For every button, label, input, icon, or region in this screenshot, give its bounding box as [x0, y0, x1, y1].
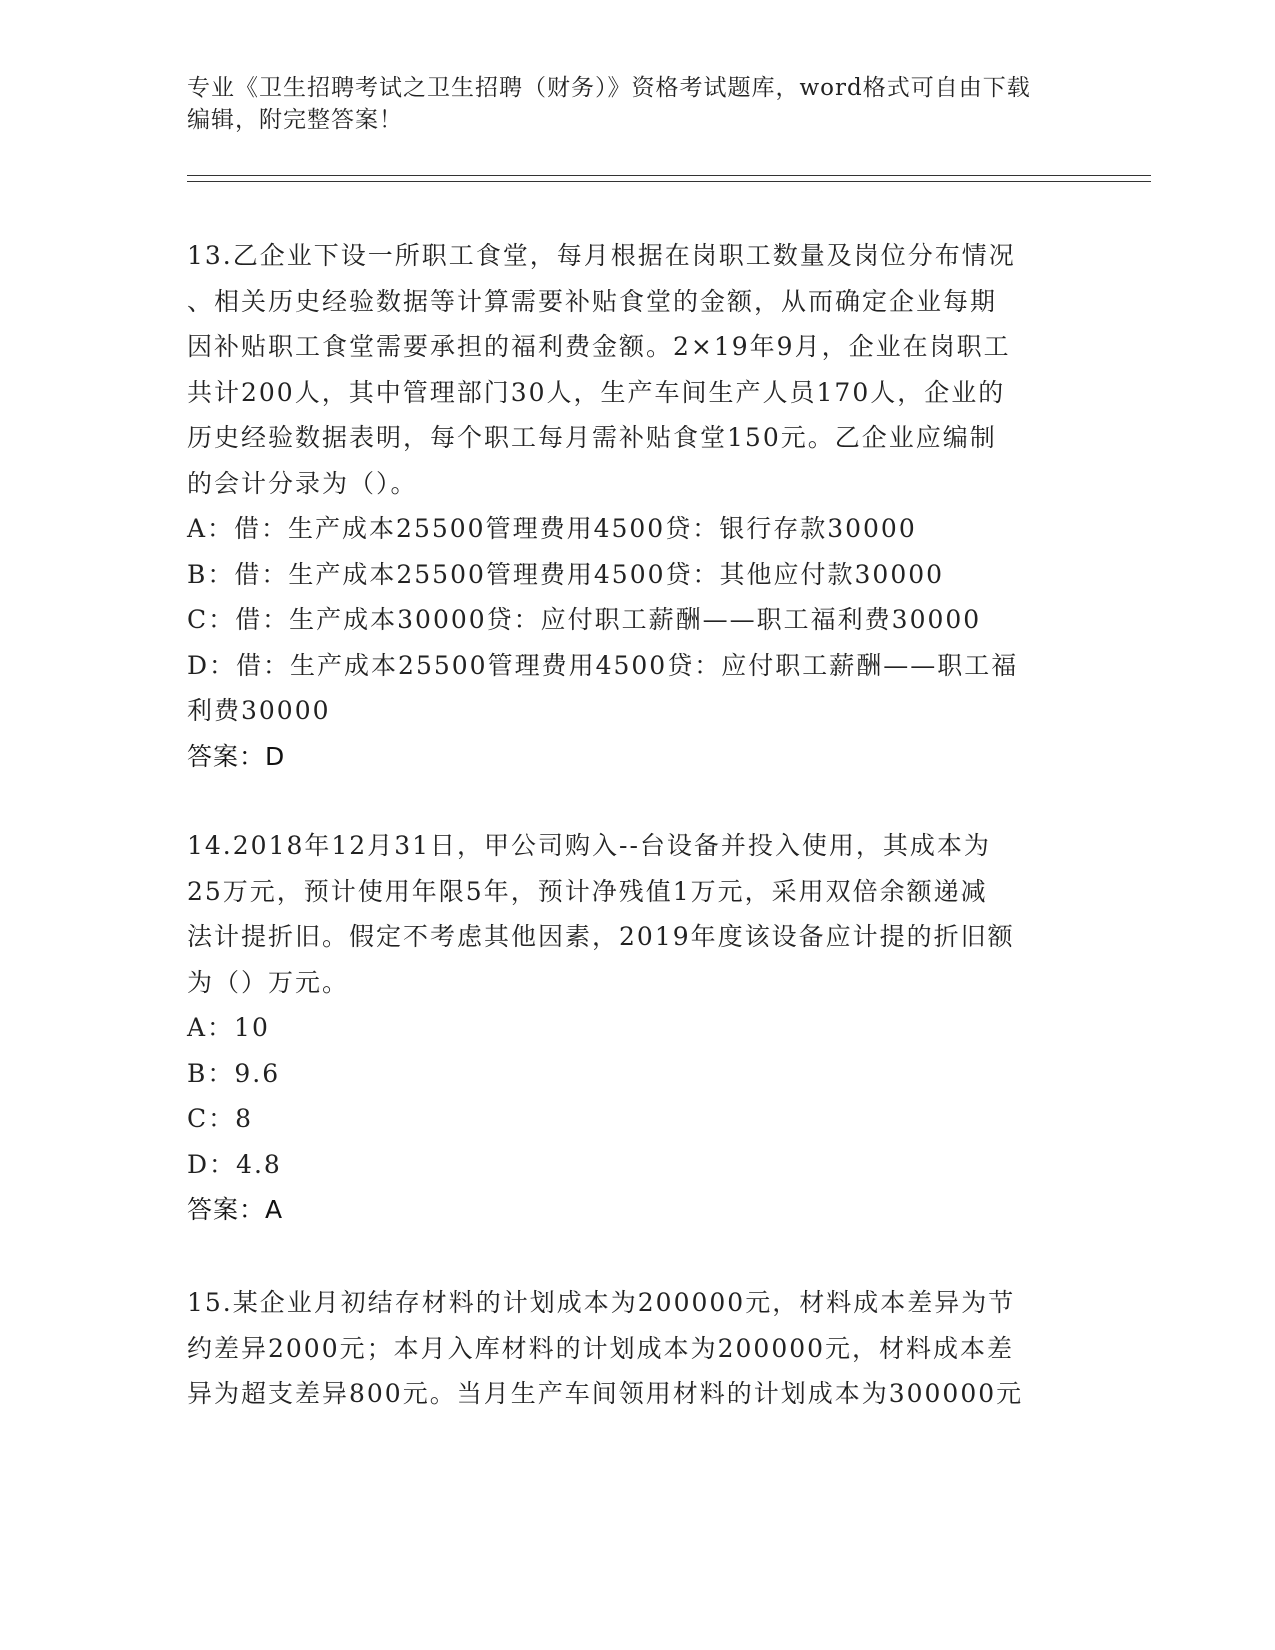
option-c: C：借：生产成本30000贷：应付职工薪酬——职工福利费30000: [187, 605, 982, 634]
question-13: [187, 233, 1087, 779]
option-d: D：4.8: [187, 1149, 282, 1179]
document-header: [187, 72, 1067, 136]
question-stem-line: 共计200人，其中管理部门30人，生产车间生产人员170人，企业的: [187, 377, 1006, 407]
header-rule-top: [187, 175, 1151, 176]
answer-label: 答案：A: [187, 1195, 284, 1224]
question-stem-line: 13.乙企业下设一所职工食堂，每月根据在岗职工数量及岗位分布情况: [187, 241, 1016, 270]
option-b: B：借：生产成本25500管理费用4500贷：其他应付款30000: [187, 559, 945, 589]
question-stem-line: 14.2018年12月31日，甲公司购入--台设备并投入使用，其成本为: [187, 831, 991, 860]
option-d: D：借：生产成本25500管理费用4500贷：应付职工薪酬——职工福: [187, 650, 1019, 680]
option-b: B：9.6: [187, 1058, 281, 1088]
option-d-continued: 利费30000: [187, 696, 331, 725]
header-line-1: 专业《卫生招聘考试之卫生招聘（财务）》资格考试题库，word格式可自由下载: [187, 75, 1031, 101]
answer-label: 答案：D: [187, 741, 286, 771]
header-rule-bottom: [187, 181, 1151, 182]
option-a: A：借：生产成本25500管理费用4500贷：银行存款30000: [187, 514, 917, 543]
question-14: [187, 823, 1087, 1233]
option-c: C：8: [187, 1104, 254, 1133]
question-stem-line: 25万元，预计使用年限5年，预计净残值1万元，采用双倍余额递减: [187, 876, 988, 906]
question-stem-line: 、相关历史经验数据等计算需要补贴食堂的金额，从而确定企业每期: [187, 286, 998, 316]
question-stem-line: 历史经验数据表明，每个职工每月需补贴食堂150元。乙企业应编制: [187, 423, 997, 452]
question-stem-line: 的会计分录为（）。: [187, 468, 418, 498]
option-a: A：10: [187, 1013, 270, 1042]
question-stem-line: 法计提折旧。假定不考虑其他因素，2019年度该设备应计提的折旧额: [187, 922, 1015, 951]
question-stem-line: 异为超支差异800元。当月生产车间领用材料的计划成本为300000元: [187, 1379, 1024, 1408]
question-stem-line: 15.某企业月初结存材料的计划成本为200000元，材料成本差异为节: [187, 1288, 1016, 1317]
header-line-2: 编辑，附完整答案！: [187, 107, 403, 133]
question-stem-line: 为（）万元。: [187, 967, 350, 997]
question-stem-line: 因补贴职工食堂需要承担的福利费金额。2×19年9月，企业在岗职工: [187, 332, 1011, 361]
question-stem-line: 约差异2000元；本月入库材料的计划成本为200000元，材料成本差: [187, 1333, 1015, 1363]
question-15: [187, 1280, 1087, 1417]
